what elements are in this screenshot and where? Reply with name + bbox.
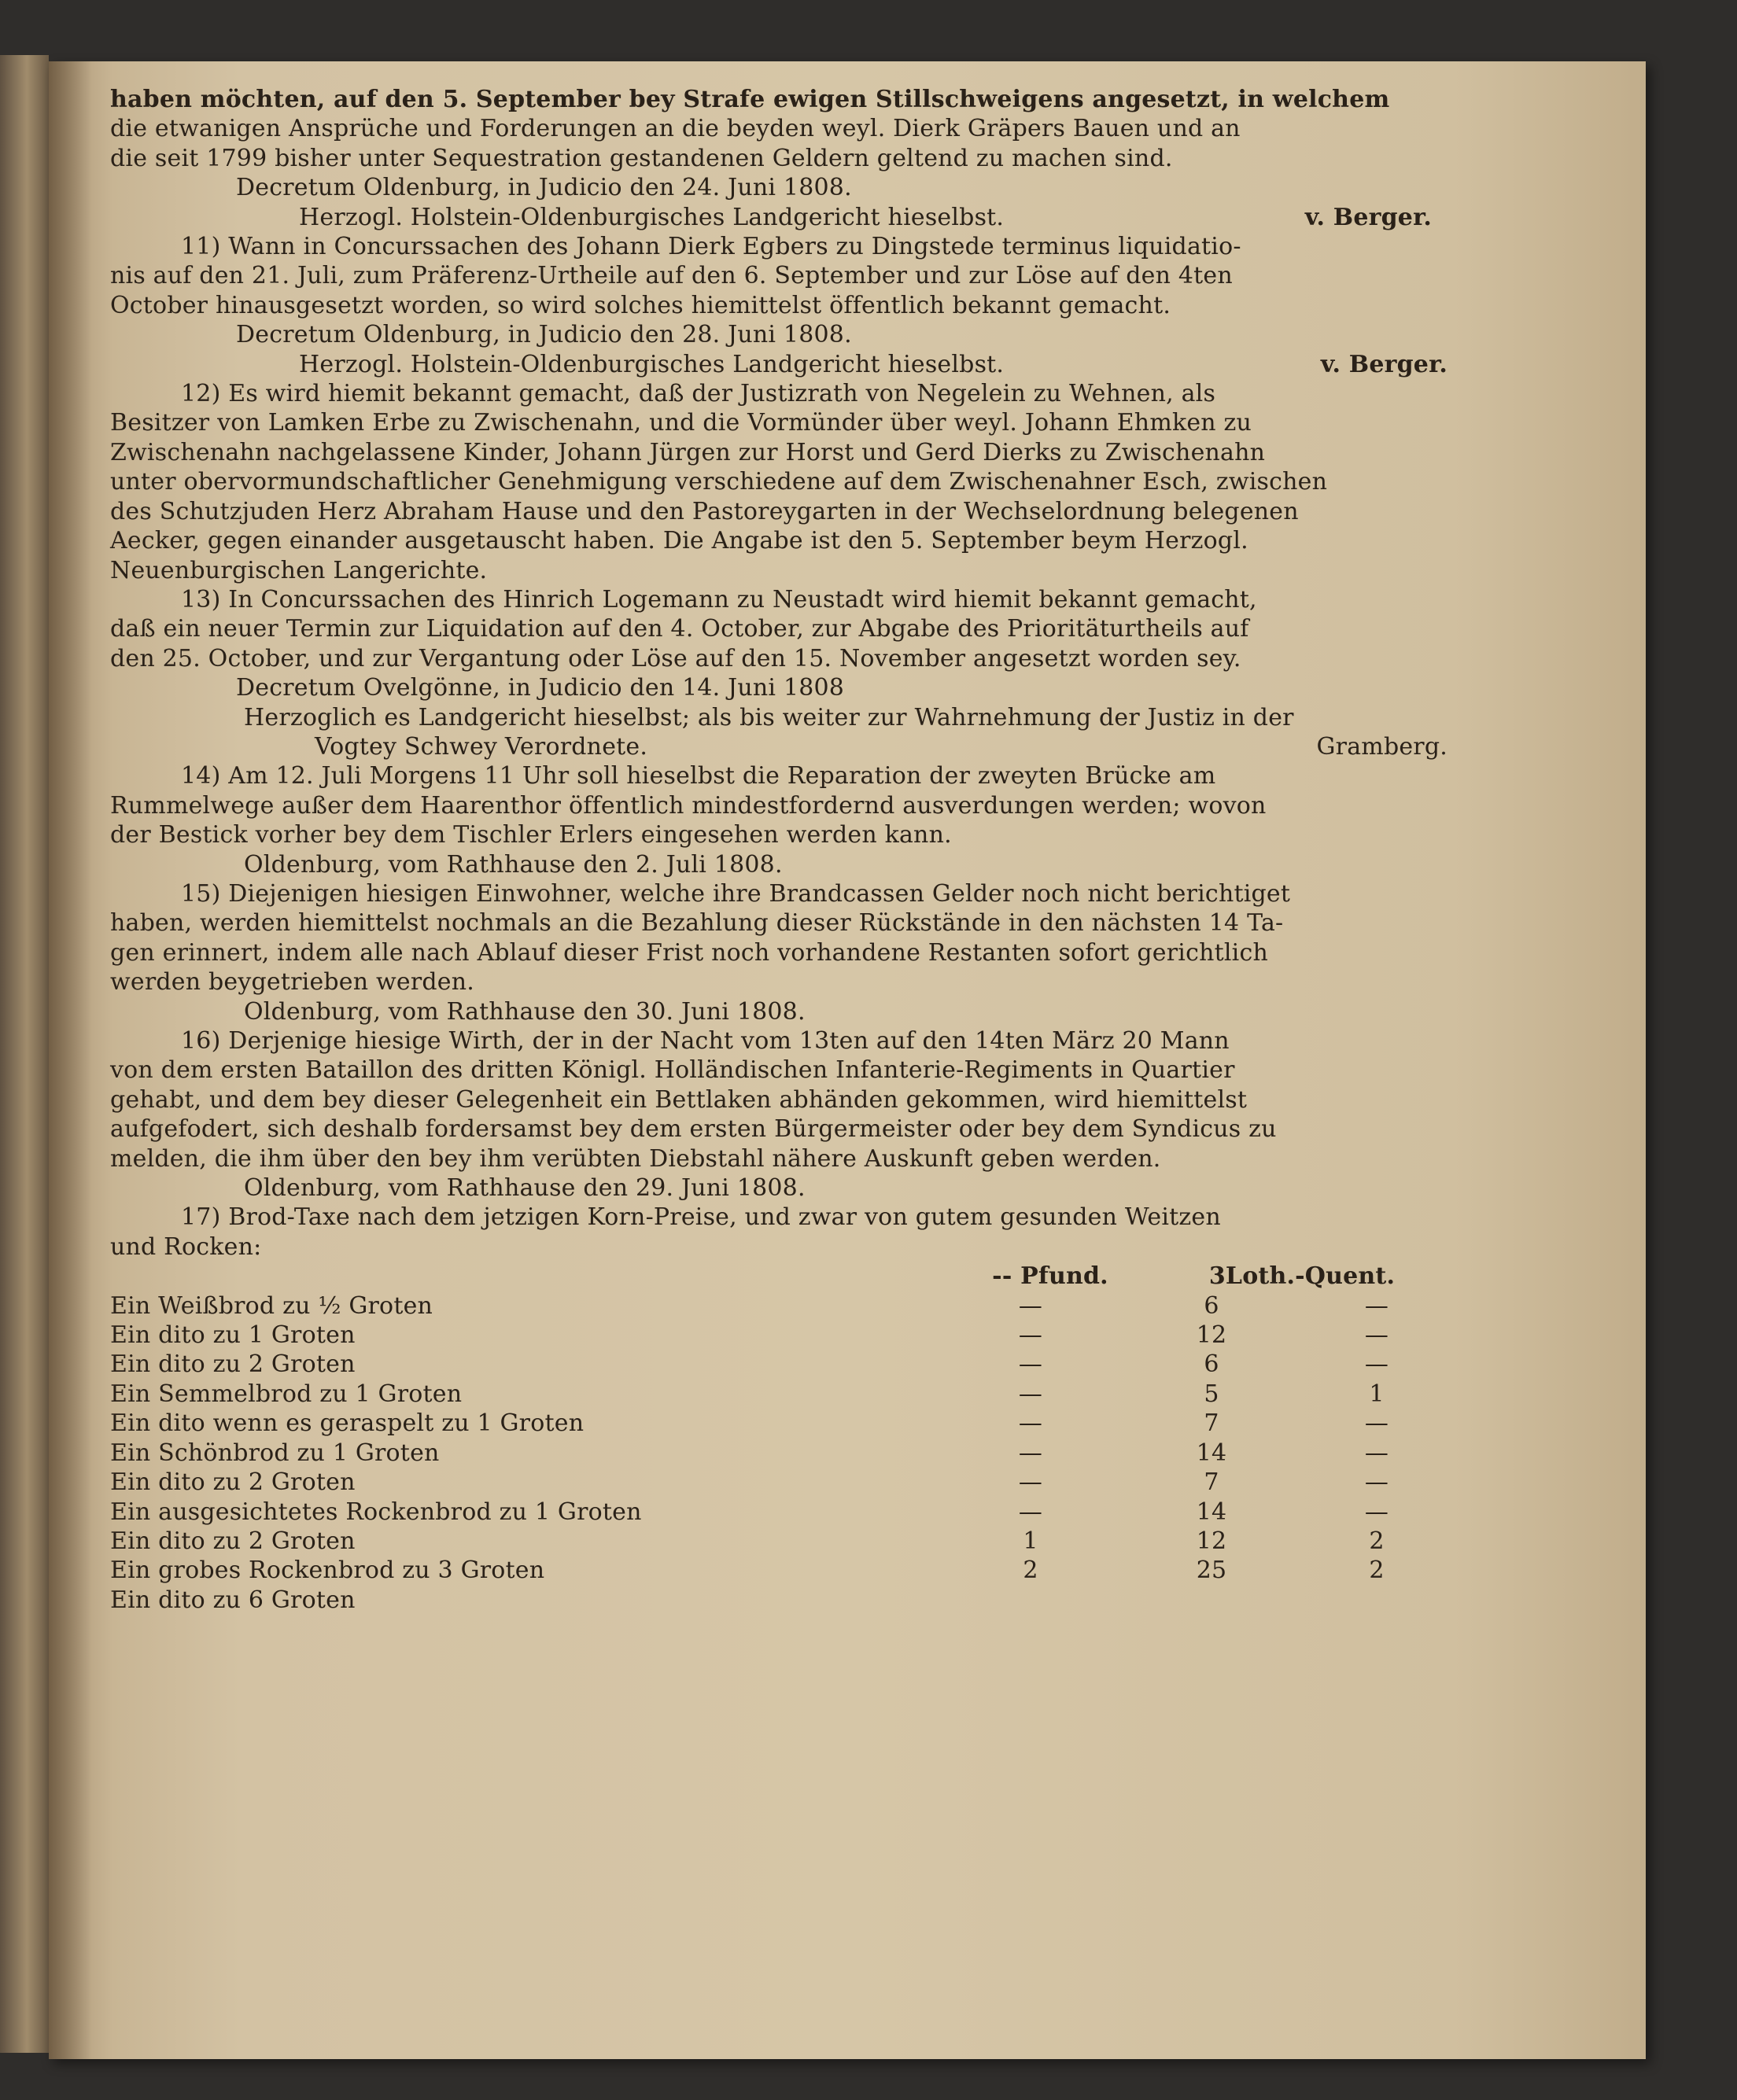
court-name: Herzogl. Holstein-Oldenburgisches Landgericht hieselbst.: [299, 350, 1005, 378]
header-loth-quent: 3Loth.-Quent.: [1208, 1262, 1396, 1291]
table-row: [110, 1498, 1448, 1527]
text-line: melden, die ihm über den bey ihm verübten Diebstahl nähere Auskunft geben werden.: [110, 1144, 1161, 1173]
table-row: [110, 1409, 1448, 1438]
notice-13: [110, 585, 1448, 761]
table-row: [110, 1321, 1448, 1350]
page-gutter-shadow: [49, 61, 92, 2059]
text-line: den 25. October, und zur Vergantung oder Löse auf den 15. November angesetzt worden sey.: [110, 644, 1241, 672]
bread-pfund-value: —: [1018, 1409, 1043, 1438]
facing-page-edge: [0, 55, 49, 2053]
court-name: Herzogl. Holstein-Oldenburgisches Landgericht hieselbst.: [299, 203, 1005, 231]
text-line: werden beygetrieben werden.: [110, 968, 475, 997]
signature-line: [110, 203, 1448, 232]
text-line: 12) Es wird hiemit bekannt gemacht, daß der Justizrath von Negelein zu Wehnen, als: [181, 380, 1216, 408]
table-row: [110, 1350, 1448, 1379]
text-line: Neuenburgischen Langerichte.: [110, 556, 488, 584]
bread-pfund-value: —: [1018, 1350, 1043, 1379]
signer-name: v. Berger.: [1320, 350, 1448, 378]
bread-quent-value: [1306, 1586, 1448, 1615]
notice-15: [110, 879, 1448, 1026]
table-row: [110, 1586, 1448, 1615]
table-row: [110, 1380, 1448, 1409]
page-text: [110, 85, 1448, 1615]
table-row: [110, 1291, 1448, 1321]
bread-loth-value: 6: [1204, 1291, 1219, 1320]
bread-loth-value: 7: [1204, 1409, 1219, 1438]
header-pfund: -- Pfund.: [992, 1262, 1108, 1291]
bread-item-label: Ein Semmelbrod zu 1 Groten: [110, 1380, 463, 1408]
bread-pfund-value: —: [1018, 1439, 1043, 1467]
court-name-continued: Vogtey Schwey Verordnete.: [315, 732, 648, 761]
text-line: 17) Brod-Taxe nach dem jetzigen Korn-Preise, und zwar von gutem gesunden Weitzen: [181, 1203, 1221, 1232]
text-line: aufgefodert, sich deshalb fordersamst bey dem ersten Bürgermeister oder bey dem Syndicus zu: [110, 1115, 1277, 1144]
bread-loth-value: 25: [1196, 1557, 1227, 1585]
paragraph-continuation: [110, 85, 1448, 232]
bread-pfund-value: [944, 1586, 1117, 1615]
text-line: October hinausgesetzt worden, so wird solches hiemittelst öffentlich bekannt gemacht.: [110, 291, 1171, 319]
bread-quent-value: 2: [1369, 1527, 1385, 1555]
bread-pfund-value: —: [1018, 1380, 1043, 1408]
text-line: des Schutzjuden Herz Abraham Hause und den Pastoreygarten in der Wechselordnung belegenen: [110, 497, 1299, 525]
signer-name: v. Berger.: [1304, 203, 1432, 231]
bread-item-label: Ein Schönbrod zu 1 Groten: [110, 1439, 440, 1467]
bread-item-label: Ein ausgesichtetes Rockenbrod zu 1 Groten: [110, 1498, 642, 1526]
bread-quent-value: 2: [1369, 1557, 1385, 1585]
text-line: unter obervormundschaftlicher Genehmigung verschiedene auf dem Zwischenahner Esch, zwischen: [110, 468, 1328, 496]
bread-item-label: Ein Weißbrod zu ½ Groten: [110, 1291, 433, 1320]
bread-quent-value: —: [1364, 1350, 1389, 1379]
text-line: haben, werden hiemittelst nochmals an die Bezahlung dieser Rückstände in den nächsten 14 Ta-: [110, 909, 1284, 938]
bread-pfund-value: —: [1018, 1468, 1043, 1497]
notice-11: [110, 232, 1448, 379]
text-line: und Rocken:: [110, 1232, 262, 1261]
bread-pfund-value: —: [1018, 1291, 1043, 1320]
bread-pfund-value: —: [1018, 1498, 1043, 1526]
text-line: gehabt, und dem bey dieser Gelegenheit ein Bettlaken abhänden gekommen, wird hiemittelst: [110, 1085, 1248, 1114]
bread-pfund-value: 2: [1023, 1557, 1038, 1585]
bread-loth-value: 14: [1196, 1439, 1227, 1467]
text-line: der Bestick vorher bey dem Tischler Erlers eingesehen werden kann.: [110, 821, 952, 849]
text-line: Zwischenahn nachgelassene Kinder, Johann Jürgen zur Horst und Gerd Dierks zu Zwischenahn: [110, 438, 1266, 466]
notice-12: [110, 379, 1448, 585]
decree-line: Decretum Oldenburg, in Judicio den 24. Juni 1808.: [236, 174, 852, 202]
table-row: [110, 1556, 1448, 1585]
bread-loth-value: 7: [1204, 1468, 1219, 1497]
text-line: 11) Wann in Concurssachen des Johann Dierk Egbers zu Dingstede terminus liquidatio-: [181, 233, 1241, 261]
notice-17: [110, 1203, 1448, 1615]
table-row: [110, 1468, 1448, 1497]
bread-price-table: [110, 1262, 1448, 1291]
text-line: von dem ersten Bataillon des dritten Königl. Holländischen Infanterie-Regiments in Quartier: [110, 1056, 1235, 1085]
bread-item-label: Ein dito wenn es geraspelt zu 1 Groten: [110, 1409, 585, 1438]
table-row: [110, 1527, 1448, 1556]
place-date-line: Oldenburg, vom Rathhause den 2. Juli 1808.: [244, 850, 783, 879]
bread-pfund-value: 1: [1023, 1527, 1038, 1555]
notice-14: [110, 761, 1448, 879]
text-line: Besitzer von Lamken Erbe zu Zwischenahn, und die Vormünder über weyl. Johann Ehmken zu: [110, 409, 1252, 437]
bread-quent-value: —: [1364, 1498, 1389, 1526]
bread-quent-value: 1: [1369, 1380, 1385, 1408]
text-line: daß ein neuer Termin zur Liquidation auf den 4. October, zur Abgabe des Prioritäturtheils auf: [110, 615, 1249, 643]
decree-line: Decretum Ovelgönne, in Judicio den 14. Juni 1808: [236, 674, 845, 702]
bread-pfund-value: —: [1018, 1321, 1043, 1350]
text-line: 16) Derjenige hiesige Wirth, der in der Nacht vom 13ten auf den 14ten März 20 Mann: [181, 1027, 1230, 1055]
table-row: [110, 1439, 1448, 1468]
bread-item-label: Ein grobes Rockenbrod zu 3 Groten: [110, 1557, 545, 1585]
text-line: 13) In Concurssachen des Hinrich Logemann zu Neustadt wird hiemit bekannt gemacht,: [181, 585, 1257, 613]
place-date-line: Oldenburg, vom Rathhause den 29. Juni 1808.: [244, 1174, 806, 1203]
text-line: die etwanigen Ansprüche und Forderungen an die beyden weyl. Dierk Gräpers Bauen und an: [110, 115, 1241, 143]
text-line: nis auf den 21. Juli, zum Präferenz-Urtheile auf den 6. September und zur Löse auf den 4ten: [110, 262, 1233, 290]
bread-item-label: Ein dito zu 2 Groten: [110, 1527, 356, 1555]
bread-loth-value: 6: [1204, 1350, 1219, 1379]
table-header-row: [110, 1262, 1448, 1291]
bread-quent-value: —: [1364, 1291, 1389, 1320]
place-date-line: Oldenburg, vom Rathhause den 30. Juni 1808.: [244, 997, 806, 1026]
bread-quent-value: —: [1364, 1439, 1389, 1467]
bread-loth-value: 5: [1204, 1380, 1219, 1408]
bread-quent-value: —: [1364, 1468, 1389, 1497]
bread-price-rows: [110, 1291, 1448, 1615]
decree-line: Decretum Oldenburg, in Judicio den 28. Juni 1808.: [236, 321, 852, 349]
bread-quent-value: —: [1364, 1321, 1389, 1350]
signer-name: Gramberg.: [1316, 732, 1448, 761]
text-line: Rummelwege außer dem Haarenthor öffentlich mindestfordernd ausverdungen werden; wovon: [110, 791, 1267, 820]
court-name: Herzoglich es Landgericht hieselbst; als bis weiter zur Wahrnehmung der Justiz in der: [244, 703, 1294, 731]
bread-item-label: Ein dito zu 2 Groten: [110, 1350, 356, 1379]
bread-loth-value: 12: [1196, 1321, 1227, 1350]
text-line: haben möchten, auf den 5. September bey Strafe ewigen Stillschweigens angesetzt, in welchem: [110, 86, 1390, 113]
text-line: die seit 1799 bisher unter Sequestration gestandenen Geldern geltend zu machen sind.: [110, 144, 1173, 172]
bread-loth-value: 12: [1196, 1527, 1227, 1555]
text-line: gen erinnert, indem alle nach Ablauf dieser Frist noch vorhandene Restanten sofort gerichtlich: [110, 938, 1268, 967]
signature-line: [110, 732, 1448, 761]
bread-loth-value: [1117, 1586, 1306, 1615]
bread-item-label: Ein dito zu 2 Groten: [110, 1468, 356, 1497]
bread-loth-value: 14: [1196, 1498, 1227, 1526]
signature-line: [110, 350, 1448, 379]
text-line: 15) Diejenigen hiesigen Einwohner, welche ihre Brandcassen Gelder noch nicht berichtiget: [181, 879, 1291, 908]
notice-16: [110, 1026, 1448, 1203]
bread-item-label: Ein dito zu 1 Groten: [110, 1321, 356, 1350]
text-line: Aecker, gegen einander ausgetauscht haben. Die Angabe ist den 5. September beym Herzogl.: [110, 527, 1248, 555]
text-line: 14) Am 12. Juli Morgens 11 Uhr soll hieselbst die Reparation der zweyten Brücke am: [181, 762, 1216, 790]
bread-item-label: Ein dito zu 6 Groten: [110, 1586, 356, 1614]
bread-quent-value: —: [1364, 1409, 1389, 1438]
